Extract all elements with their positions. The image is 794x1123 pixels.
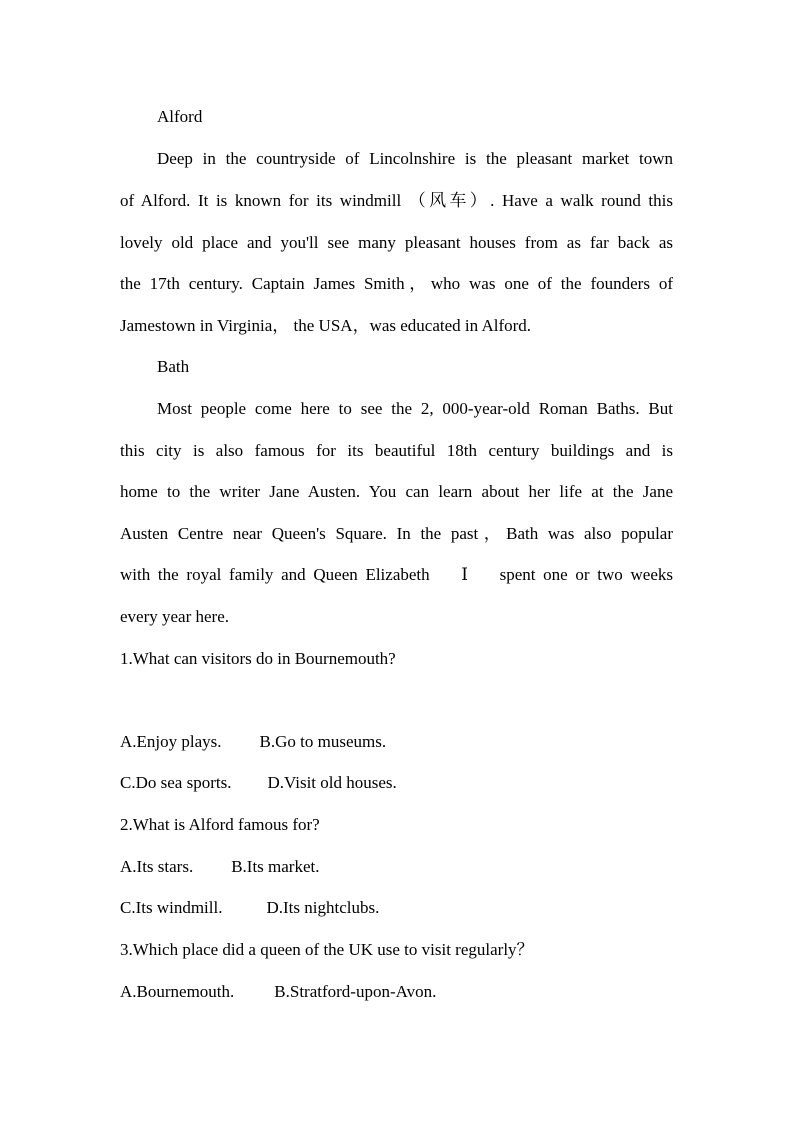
paragraph-line: of Alford. It is known for its windmill （风车）. Have a walk round this: [120, 191, 673, 210]
option-d[interactable]: D.Visit old houses.: [267, 773, 397, 792]
option-a[interactable]: A.Enjoy plays.: [120, 732, 222, 751]
option-a[interactable]: A.Bournemouth.: [120, 982, 235, 1001]
question-stem: 2.What is Alford famous for?: [120, 815, 320, 834]
paragraph-line: Jamestown in Virginia， the USA，was educated in Alford.: [120, 316, 532, 335]
paragraph-line: Deep in the countryside of Lincolnshire is the pleasant market town: [157, 149, 673, 168]
option-row: [120, 896, 673, 920]
paragraph-line: every year here.: [120, 607, 230, 626]
option-d[interactable]: D.Its nightclubs.: [266, 898, 380, 917]
paragraph-line: the 17th century. Captain James Smith，who was one of the founders of: [120, 274, 673, 293]
option-row: [120, 771, 673, 795]
option-row: [120, 855, 673, 879]
option-b[interactable]: B.Stratford-upon-Avon.: [274, 982, 437, 1001]
option-row: [120, 980, 673, 1004]
section-heading-alford: Alford: [157, 107, 203, 126]
section-heading-bath: Bath: [157, 357, 190, 376]
option-b[interactable]: B.Go to museums.: [259, 732, 387, 751]
paragraph-line: this city is also famous for its beautiful 18th century buildings and is: [120, 441, 673, 460]
option-c[interactable]: C.Its windmill.: [120, 898, 223, 917]
paragraph-line: lovely old place and you'll see many pleasant houses from as far back as: [120, 233, 673, 252]
option-a[interactable]: A.Its stars.: [120, 857, 194, 876]
paragraph-line: home to the writer Jane Austen. You can learn about her life at the Jane: [120, 482, 673, 501]
option-row: [120, 730, 673, 754]
paragraph-line: Austen Centre near Queen's Square. In the past，Bath was also popular: [120, 524, 673, 543]
paragraph-line: with the royal family and Queen Elizabeth Ⅰ spent one or two weeks: [120, 565, 673, 584]
option-b[interactable]: B.Its market.: [231, 857, 320, 876]
option-c[interactable]: C.Do sea sports.: [120, 773, 232, 792]
question-stem: 3.Which place did a queen of the UK use to visit regularly？: [120, 940, 534, 959]
paragraph-line: Most people come here to see the 2, 000-year-old Roman Baths. But: [157, 399, 673, 418]
question-stem: 1.What can visitors do in Bournemouth?: [120, 649, 396, 668]
